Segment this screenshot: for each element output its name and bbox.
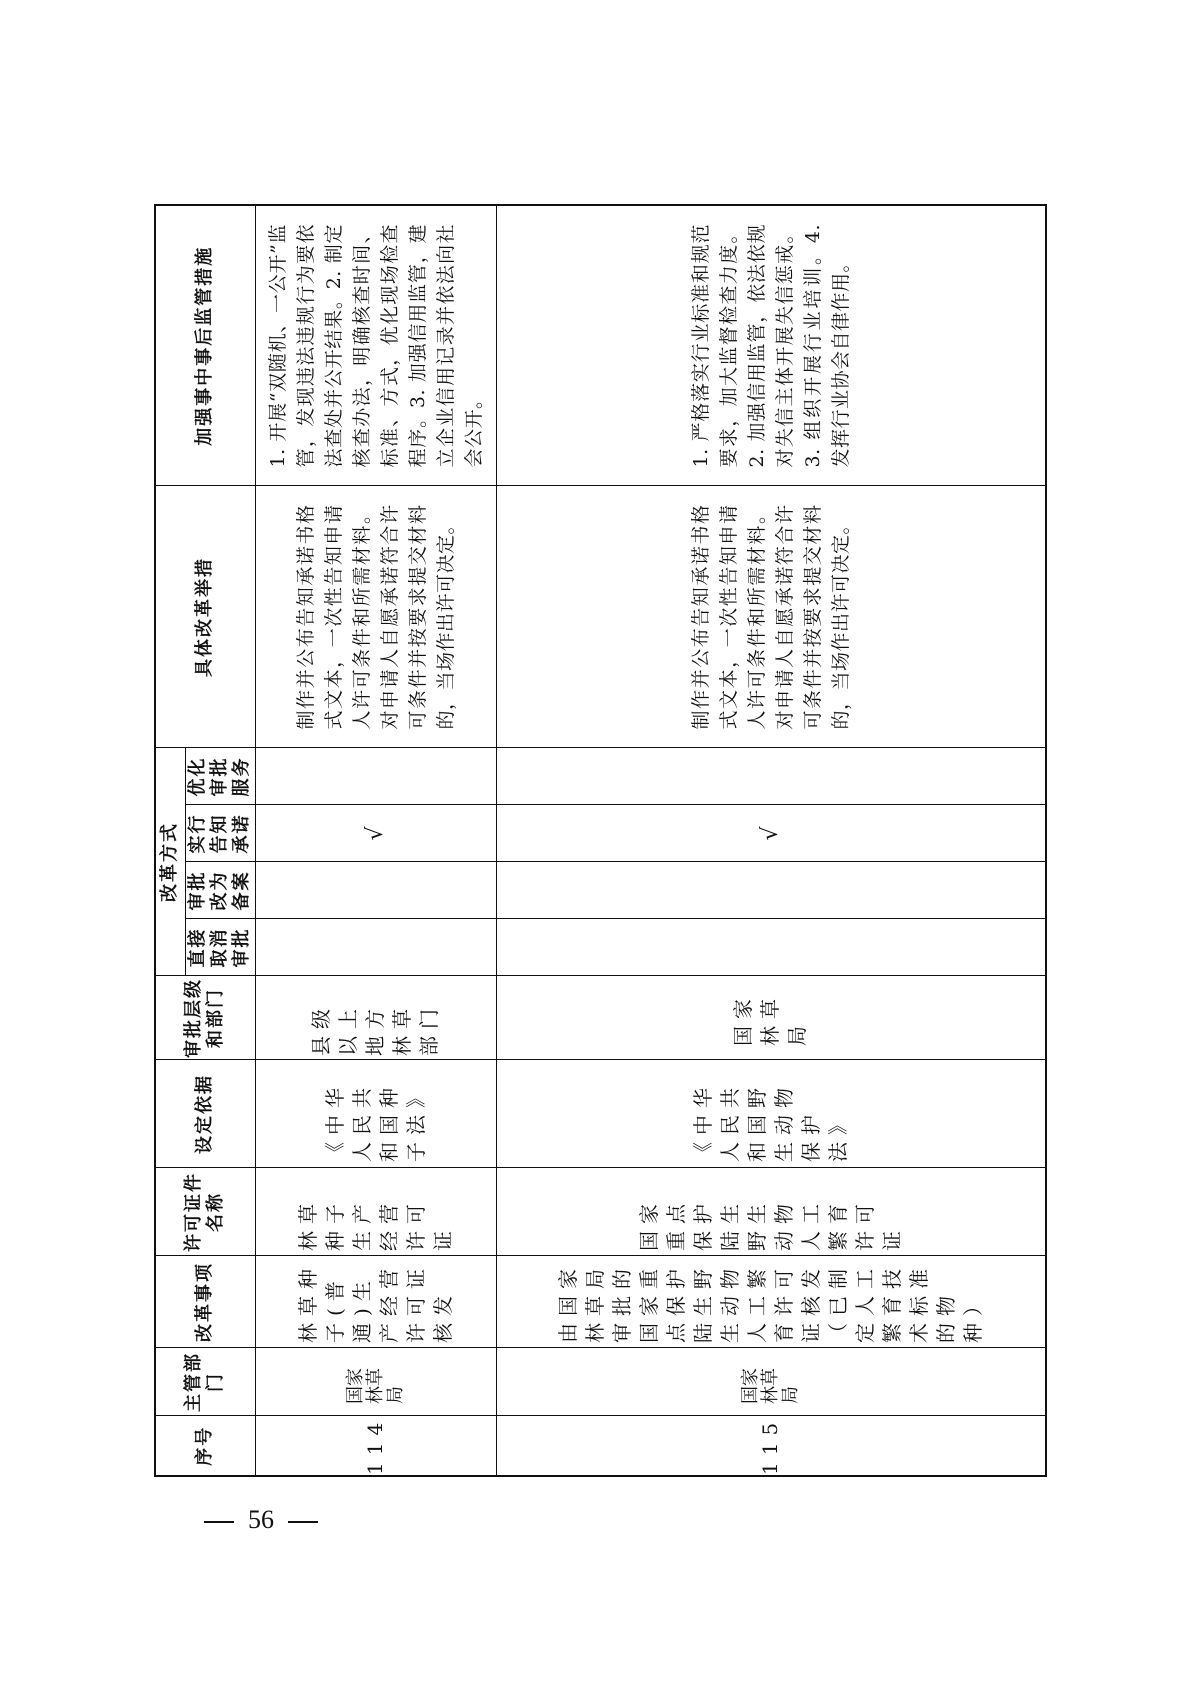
cell-dept: 国家林草局: [255, 1348, 496, 1416]
cell-mode-commit: √: [496, 805, 1046, 862]
table-row: [496, 205, 1046, 1476]
page-number: [190, 1505, 332, 1535]
header-reform-mode: 改革方式: [155, 748, 185, 976]
header-measures: 具体改革举措: [155, 486, 255, 748]
dash-left: [204, 1521, 234, 1523]
cell-mode-cancel: [496, 919, 1046, 976]
header-supervision: 加强事中事后监管措施: [155, 205, 255, 486]
table-row: [255, 205, 496, 1476]
dash-right: [288, 1521, 318, 1523]
cell-basis: 《中华人民共和国种子法》: [255, 1060, 496, 1168]
cell-seq: 115: [496, 1416, 1046, 1476]
cell-seq: 114: [255, 1416, 496, 1476]
cell-measures: 制作并公布告知承诺书格式文本，一次性告知申请人许可条件和所需材料。对申请人自愿承诺符合许可条件并按要求提交材料的，当场作出许可决定。: [255, 486, 496, 748]
header-mode-optimize: 优化审批服务: [185, 748, 255, 805]
cell-item: 由国家林草局审批的国家重点保护陆生野生动物人工繁育许可证核发（已制定人工繁育技术标准的物种）: [496, 1256, 1046, 1348]
header-mode-cancel: 直接取消审批: [185, 919, 255, 976]
header-mode-commit: 实行告知承诺: [185, 805, 255, 862]
cell-supervision: 1. 严格落实行业标准和规范要求，加大监督检查力度。2. 加强信用监管，依法依规对失信主体开展失信惩戒。3. 组织开展行业培训。4. 发挥行业协会自律作用。: [496, 205, 1046, 486]
reform-table: [154, 204, 1047, 1477]
header-dept: 主管部门: [155, 1348, 255, 1416]
header-license-name: 许可证件名称: [155, 1168, 255, 1256]
cell-measures: 制作并公布告知承诺书格式文本，一次性告知申请人许可条件和所需材料。对申请人自愿承诺符合许可条件并按要求提交材料的，当场作出许可决定。: [496, 486, 1046, 748]
header-item: 改革事项: [155, 1256, 255, 1348]
cell-license-name: 国家重点保护陆生野生动物人工繁育许可证: [496, 1168, 1046, 1256]
page-number-value: 56: [248, 1505, 274, 1534]
cell-dept: 国家林草局: [496, 1348, 1046, 1416]
cell-mode-optimize: [496, 748, 1046, 805]
header-basis: 设定依据: [155, 1060, 255, 1168]
cell-mode-record: [255, 862, 496, 919]
cell-mode-optimize: [255, 748, 496, 805]
rotated-table-container: [154, 206, 1042, 1477]
header-level: 审批层级和部门: [155, 976, 255, 1060]
cell-supervision: 1. 开展“双随机、一公开”监管，发现违法违规行为要依法查处并公开结果。2. 制定核查办法，明确核查时间、标准、方式，优化现场检查程序。3. 加强信用监管，建立企业信用记录并依法向社会公开。: [255, 205, 496, 486]
header-mode-record: 审批改为备案: [185, 862, 255, 919]
cell-mode-commit: √: [255, 805, 496, 862]
cell-item: 林草种子(普通)生产经营许可证核发: [255, 1256, 496, 1348]
header-seq: 序号: [155, 1416, 255, 1476]
header-row-1: [155, 205, 185, 1476]
cell-mode-cancel: [255, 919, 496, 976]
cell-license-name: 林草种子生产经营许可证: [255, 1168, 496, 1256]
cell-basis: 《中华人民共和国野生动物保护法》: [496, 1060, 1046, 1168]
cell-mode-record: [496, 862, 1046, 919]
cell-level: 县级以上地方林草部门: [255, 976, 496, 1060]
cell-level: 国家林草局: [496, 976, 1046, 1060]
